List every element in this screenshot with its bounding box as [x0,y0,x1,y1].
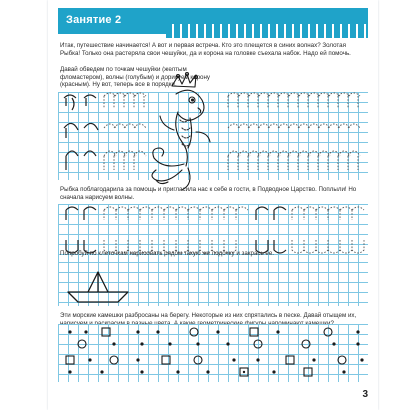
intro-paragraph: Итак, путешествие начинается! А вот и первая встреча. Кто это плещется в синих волнах? Золотая Рыбка! Только она растеряла свои чешуйки, да и корона на головке съехала набок. Надо ей помочь. [60,42,351,57]
header-decoration [166,24,368,38]
pebble-shapes [58,324,368,382]
golden-fish-illustration [138,72,224,192]
lesson-title: Занятие 2 [66,14,122,26]
task-paragraph-boat: Попробуй по клеточкам нарисовать рядом такую же лодочку и закрась ее. [60,250,275,257]
workbook-page [48,0,378,410]
page-number: 3 [362,389,368,400]
boat-example [58,262,368,306]
task-paragraph-waves: Рыбка поблагодарила за помощь и пригласила нас к себе в гости, в Подводное Царство. Поплыли! Но сначала нарисуем волны. [60,186,357,201]
task-paragraph-pebbles: Эти морские камешки разбросаны на берегу. Некоторые из них спрятались в песке. Давай отыщем их, [60,312,357,319]
task-paragraph-trace-scales: Давай обведем по точкам чешуйки (желтым фломастером), волны (голубым) и дорисуем корону (красным). Ну вот, теперь все в порядке. [60,66,210,89]
